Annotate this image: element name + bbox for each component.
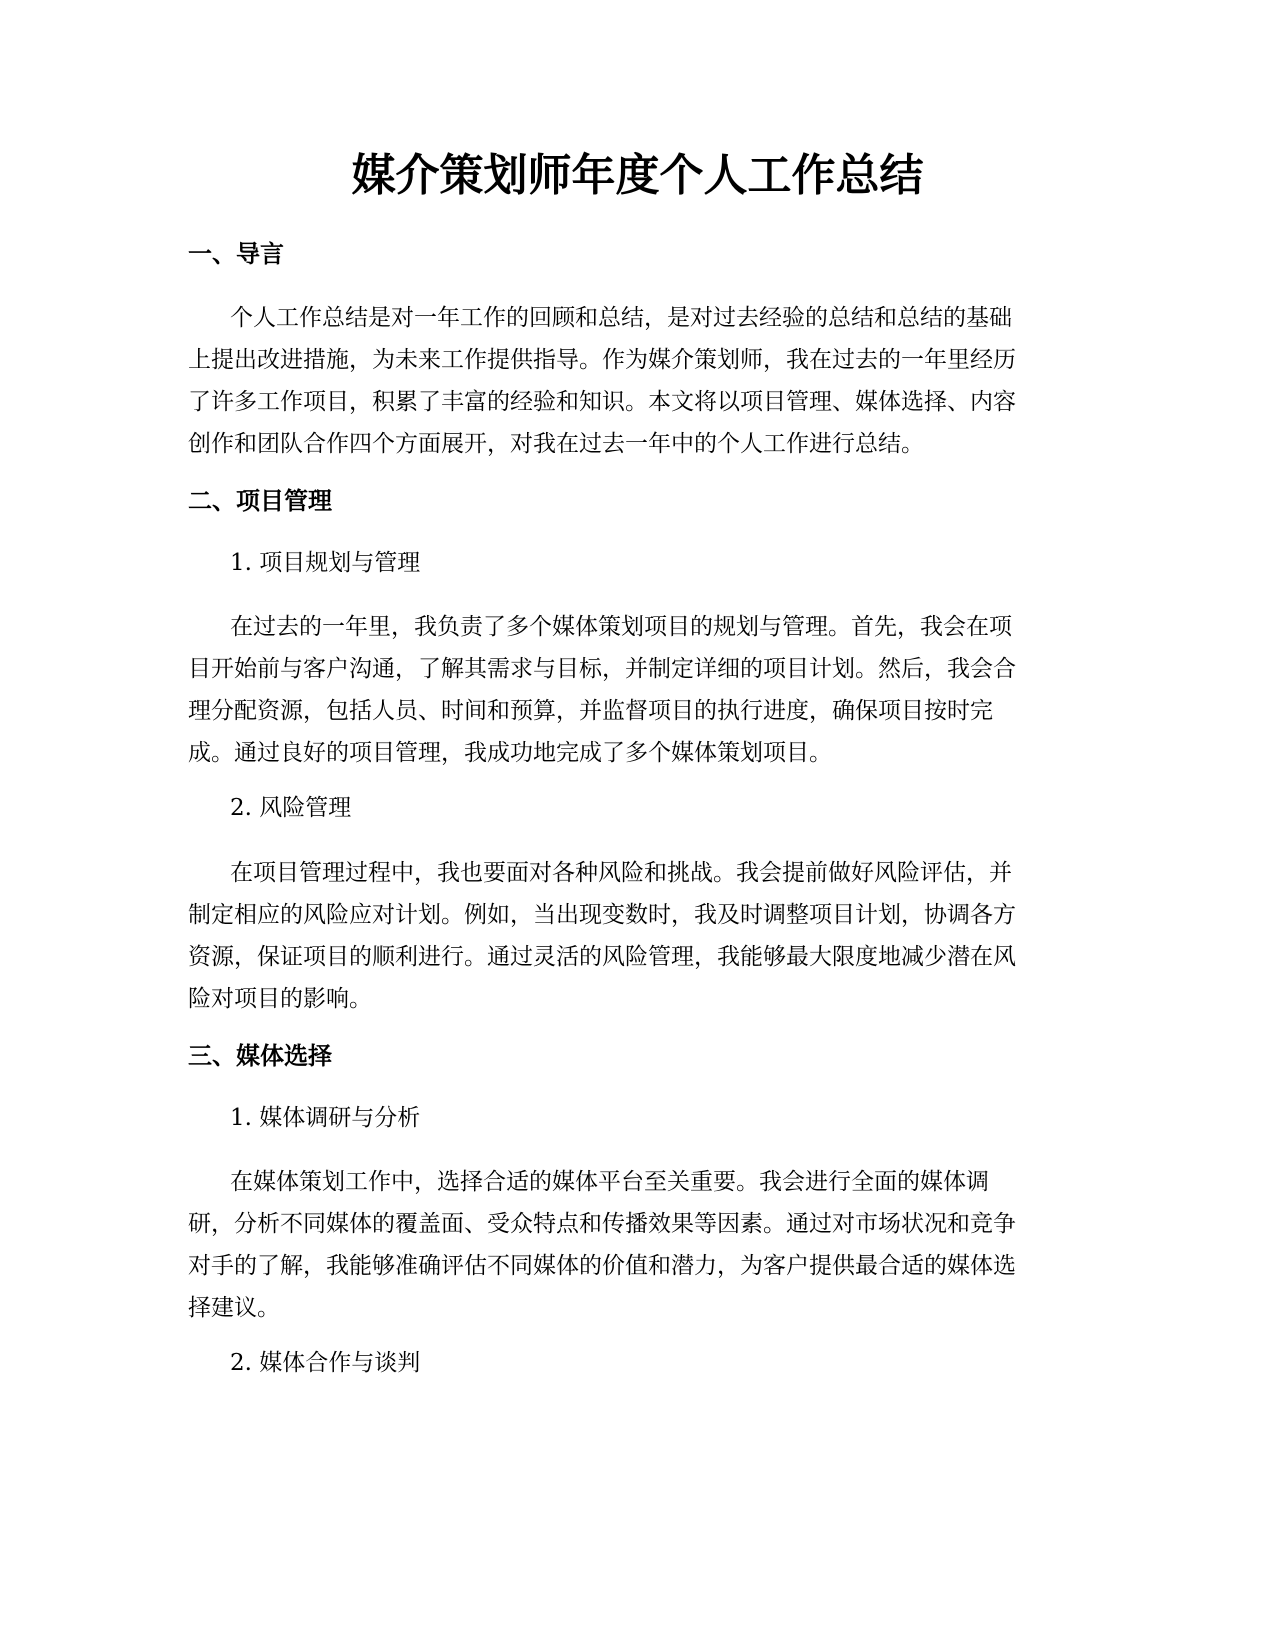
paragraph-line: 目开始前与客户沟通，了解其需求与目标，并制定详细的项目计划。然后，我会合 xyxy=(188,656,1016,682)
paragraph-line: 择建议。 xyxy=(188,1295,280,1321)
paragraph-line: 资源，保证项目的顺利进行。通过灵活的风险管理，我能够最大限度地减少潜在风 xyxy=(188,944,1016,970)
document-title: 媒介策划师年度个人工作总结 xyxy=(351,150,924,201)
subsection-risk-management-paragraph xyxy=(188,852,1088,1020)
subsection-title-media-research: 1. 媒体调研与分析 xyxy=(230,1105,421,1131)
section-introduction-paragraph xyxy=(188,297,1088,465)
paragraph-line: 了许多工作项目，积累了丰富的经验和知识。本文将以项目管理、媒体选择、内容 xyxy=(188,389,1016,415)
subsection-title-risk-management: 2. 风险管理 xyxy=(230,795,352,821)
paragraph-line: 在项目管理过程中，我也要面对各种风险和挑战。我会提前做好风险评估，并 xyxy=(230,860,1012,886)
paragraph-line: 个人工作总结是对一年工作的回顾和总结，是对过去经验的总结和总结的基础 xyxy=(230,305,1012,331)
subsection-title-project-planning: 1. 项目规划与管理 xyxy=(230,550,421,576)
paragraph-line: 在过去的一年里，我负责了多个媒体策划项目的规划与管理。首先，我会在项 xyxy=(230,614,1012,640)
paragraph-line: 研，分析不同媒体的覆盖面、受众特点和传播效果等因素。通过对市场状况和竞争 xyxy=(188,1211,1016,1237)
subsection-media-research-paragraph xyxy=(188,1161,1088,1329)
paragraph-line: 制定相应的风险应对计划。例如，当出现变数时，我及时调整项目计划，协调各方 xyxy=(188,902,1016,928)
section-heading-introduction: 一、导言 xyxy=(188,240,284,268)
paragraph-line: 上提出改进措施，为未来工作提供指导。作为媒介策划师，我在过去的一年里经历 xyxy=(188,347,1016,373)
section-heading-media-selection: 三、媒体选择 xyxy=(188,1042,332,1070)
paragraph-line: 险对项目的影响。 xyxy=(188,986,372,1012)
paragraph-line: 在媒体策划工作中，选择合适的媒体平台至关重要。我会进行全面的媒体调 xyxy=(230,1169,989,1195)
subsection-title-media-cooperation: 2. 媒体合作与谈判 xyxy=(230,1350,421,1376)
section-heading-project-management: 二、项目管理 xyxy=(188,487,332,515)
subsection-project-planning-paragraph xyxy=(188,606,1088,774)
paragraph-line: 创作和团队合作四个方面展开，对我在过去一年中的个人工作进行总结。 xyxy=(188,431,924,457)
paragraph-line: 对手的了解，我能够准确评估不同媒体的价值和潜力，为客户提供最合适的媒体选 xyxy=(188,1253,1016,1279)
paragraph-line: 理分配资源，包括人员、时间和预算，并监督项目的执行进度，确保项目按时完 xyxy=(188,698,993,724)
paragraph-line: 成。通过良好的项目管理，我成功地完成了多个媒体策划项目。 xyxy=(188,740,832,766)
